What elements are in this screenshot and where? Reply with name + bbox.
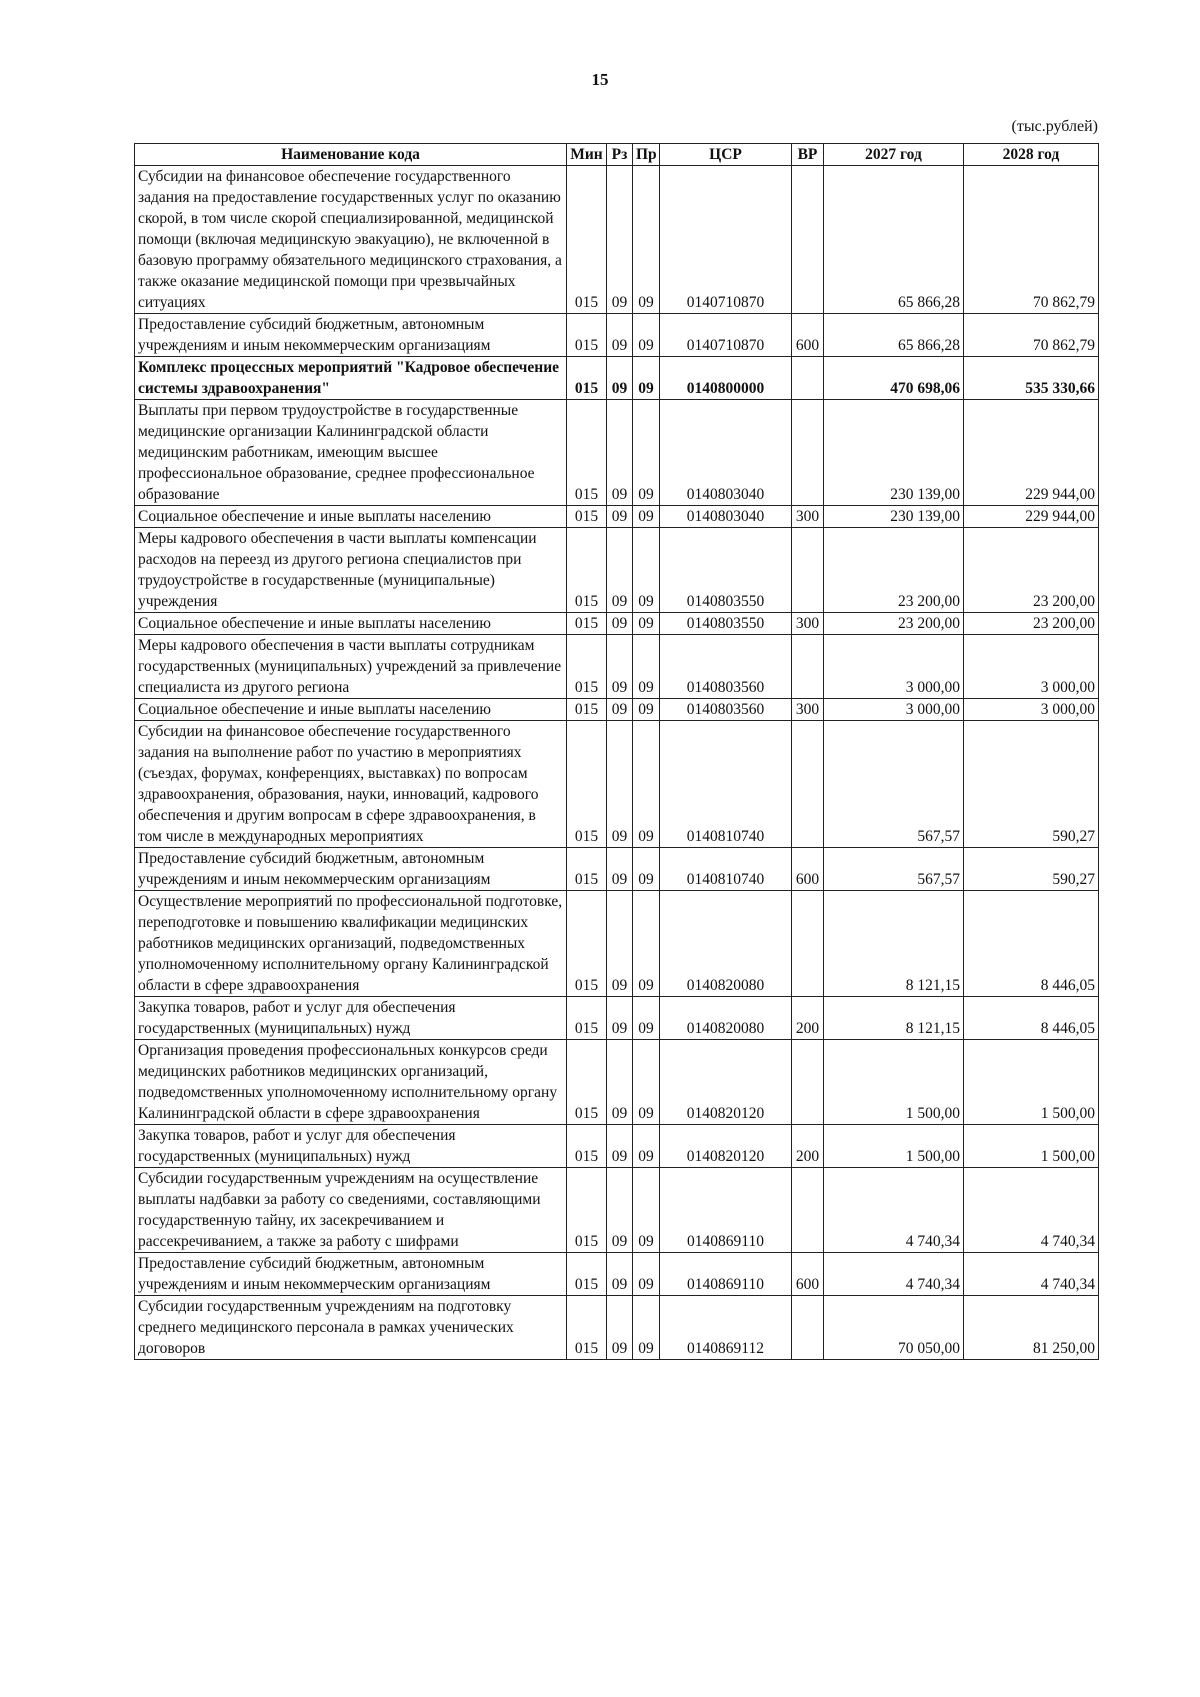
- cell-pr: 09: [633, 613, 660, 635]
- cell-2027: 3 000,00: [824, 635, 964, 699]
- cell-vr: 300: [792, 506, 824, 528]
- cell-2028: 1 500,00: [964, 1040, 1099, 1125]
- cell-min: 015: [567, 1253, 607, 1296]
- header-min: Мин: [567, 144, 607, 166]
- cell-name: Предоставление субсидий бюджетным, автономным учреждениям и иным некоммерческим организациям: [135, 314, 567, 357]
- cell-csr: 0140869110: [660, 1253, 792, 1296]
- cell-name: Социальное обеспечение и иные выплаты населению: [135, 506, 567, 528]
- cell-2028: 4 740,34: [964, 1253, 1099, 1296]
- cell-min: 015: [567, 166, 607, 314]
- table-row: [135, 613, 1099, 635]
- cell-pr: 09: [633, 506, 660, 528]
- cell-2028: 70 862,79: [964, 166, 1099, 314]
- cell-csr: 0140803550: [660, 613, 792, 635]
- cell-vr: 600: [792, 848, 824, 891]
- table-body: [135, 166, 1099, 1360]
- header-rz: Рз: [607, 144, 633, 166]
- cell-vr: [792, 1168, 824, 1253]
- cell-min: 015: [567, 528, 607, 613]
- cell-2027: 230 139,00: [824, 400, 964, 506]
- cell-csr: 0140803560: [660, 635, 792, 699]
- table-row: [135, 1296, 1099, 1360]
- table-row: [135, 166, 1099, 314]
- cell-name: Комплекс процессных мероприятий "Кадровое обеспечение системы здравоохранения": [135, 357, 567, 400]
- cell-pr: 09: [633, 635, 660, 699]
- cell-pr: 09: [633, 721, 660, 848]
- cell-csr: 0140803040: [660, 400, 792, 506]
- cell-csr: 0140810740: [660, 848, 792, 891]
- cell-vr: 200: [792, 1125, 824, 1168]
- cell-csr: 0140869110: [660, 1168, 792, 1253]
- cell-2027: 4 740,34: [824, 1253, 964, 1296]
- cell-name: Субсидии на финансовое обеспечение государственного задания на выполнение работ по участию в мероприятиях (съездах, форумах, конференциях, выставках) по вопросам здравоохранения, образования, науки, инноваций, кадрового обеспечения и другим вопросам в сфере здравоохранения, в том числе в международных мероприятиях: [135, 721, 567, 848]
- budget-table: [134, 143, 1099, 1360]
- cell-min: 015: [567, 699, 607, 721]
- cell-name: Осуществление мероприятий по профессиональной подготовке, переподготовке и повышению квалификации медицинских работников медицинских организаций, подведомственных уполномоченному исполнительному органу Калининградской области в сфере здравоохранения: [135, 891, 567, 997]
- cell-rz: 09: [607, 1040, 633, 1125]
- table-row: [135, 314, 1099, 357]
- cell-csr: 0140803550: [660, 528, 792, 613]
- cell-2027: 567,57: [824, 848, 964, 891]
- cell-name: Субсидии государственным учреждениям на осуществление выплаты надбавки за работу со сведениями, составляющими государственную тайну, их засекречиванием и рассекречиванием, а также за работу с шифрами: [135, 1168, 567, 1253]
- cell-csr: 0140803040: [660, 506, 792, 528]
- table-row: [135, 891, 1099, 997]
- cell-vr: [792, 721, 824, 848]
- table-row: [135, 357, 1099, 400]
- cell-vr: 600: [792, 1253, 824, 1296]
- table-header-row: [135, 144, 1099, 166]
- table-row: [135, 528, 1099, 613]
- cell-min: 015: [567, 997, 607, 1040]
- cell-min: 015: [567, 400, 607, 506]
- table-row: [135, 1168, 1099, 1253]
- cell-2028: 590,27: [964, 848, 1099, 891]
- cell-2027: 8 121,15: [824, 997, 964, 1040]
- cell-min: 015: [567, 506, 607, 528]
- cell-rz: 09: [607, 848, 633, 891]
- cell-vr: [792, 357, 824, 400]
- cell-rz: 09: [607, 1125, 633, 1168]
- cell-pr: 09: [633, 699, 660, 721]
- table-row: [135, 400, 1099, 506]
- cell-rz: 09: [607, 314, 633, 357]
- cell-vr: [792, 528, 824, 613]
- cell-2028: 4 740,34: [964, 1168, 1099, 1253]
- table-row: [135, 1125, 1099, 1168]
- cell-vr: [792, 1040, 824, 1125]
- cell-pr: 09: [633, 1168, 660, 1253]
- cell-pr: 09: [633, 166, 660, 314]
- cell-csr: 0140710870: [660, 166, 792, 314]
- cell-2028: 1 500,00: [964, 1125, 1099, 1168]
- cell-rz: 09: [607, 699, 633, 721]
- cell-rz: 09: [607, 166, 633, 314]
- table-row: [135, 997, 1099, 1040]
- cell-2028: 3 000,00: [964, 635, 1099, 699]
- cell-name: Меры кадрового обеспечения в части выплаты компенсации расходов на переезд из другого региона специалистов при трудоустройстве в государственные (муниципальные) учреждения: [135, 528, 567, 613]
- cell-pr: 09: [633, 1253, 660, 1296]
- cell-2027: 8 121,15: [824, 891, 964, 997]
- cell-vr: [792, 891, 824, 997]
- header-2027: 2027 год: [824, 144, 964, 166]
- table-row: [135, 699, 1099, 721]
- cell-rz: 09: [607, 1168, 633, 1253]
- cell-vr: 600: [792, 314, 824, 357]
- cell-2028: 590,27: [964, 721, 1099, 848]
- cell-rz: 09: [607, 1253, 633, 1296]
- cell-2028: 81 250,00: [964, 1296, 1099, 1360]
- table-row: [135, 1040, 1099, 1125]
- table-row: [135, 721, 1099, 848]
- cell-pr: 09: [633, 997, 660, 1040]
- cell-min: 015: [567, 1040, 607, 1125]
- cell-2027: 65 866,28: [824, 166, 964, 314]
- header-pr: Пр: [633, 144, 660, 166]
- cell-2027: 3 000,00: [824, 699, 964, 721]
- cell-2028: 229 944,00: [964, 400, 1099, 506]
- cell-pr: 09: [633, 314, 660, 357]
- cell-min: 015: [567, 314, 607, 357]
- cell-rz: 09: [607, 635, 633, 699]
- page-number: 15: [591, 70, 609, 89]
- cell-2028: 535 330,66: [964, 357, 1099, 400]
- cell-csr: 0140820080: [660, 997, 792, 1040]
- cell-vr: 300: [792, 699, 824, 721]
- cell-vr: [792, 400, 824, 506]
- table-row: [135, 1253, 1099, 1296]
- header-csr: ЦСР: [660, 144, 792, 166]
- cell-min: 015: [567, 635, 607, 699]
- cell-name: Субсидии на финансовое обеспечение государственного задания на предоставление государственных услуг по оказанию скорой, в том числе скорой специализированной, медицинской помощи (включая медицинскую эвакуацию), не включенной в базовую программу обязательного медицинского страхования, а также оказание медицинской помощи при чрезвычайных ситуациях: [135, 166, 567, 314]
- header-name: Наименование кода: [135, 144, 567, 166]
- cell-min: 015: [567, 1296, 607, 1360]
- cell-2027: 65 866,28: [824, 314, 964, 357]
- cell-vr: 300: [792, 613, 824, 635]
- cell-min: 015: [567, 613, 607, 635]
- cell-pr: 09: [633, 848, 660, 891]
- cell-pr: 09: [633, 528, 660, 613]
- cell-2027: 4 740,34: [824, 1168, 964, 1253]
- header-2028: 2028 год: [964, 144, 1099, 166]
- cell-name: Организация проведения профессиональных конкурсов среди медицинских работников медицинских организаций, подведомственных уполномоченному исполнительному органу Калининградской области в сфере здравоохранения: [135, 1040, 567, 1125]
- cell-rz: 09: [607, 613, 633, 635]
- cell-csr: 0140869112: [660, 1296, 792, 1360]
- cell-name: Социальное обеспечение и иные выплаты населению: [135, 699, 567, 721]
- cell-name: Социальное обеспечение и иные выплаты населению: [135, 613, 567, 635]
- cell-rz: 09: [607, 357, 633, 400]
- cell-name: Меры кадрового обеспечения в части выплаты сотрудникам государственных (муниципальных) учреждений за привлечение специалиста из другого региона: [135, 635, 567, 699]
- cell-vr: [792, 166, 824, 314]
- cell-name: Субсидии государственным учреждениям на подготовку среднего медицинского персонала в рамках ученических договоров: [135, 1296, 567, 1360]
- cell-2027: 1 500,00: [824, 1125, 964, 1168]
- cell-2027: 567,57: [824, 721, 964, 848]
- cell-vr: [792, 1296, 824, 1360]
- cell-pr: 09: [633, 357, 660, 400]
- cell-2027: 23 200,00: [824, 613, 964, 635]
- cell-pr: 09: [633, 1040, 660, 1125]
- cell-csr: 0140800000: [660, 357, 792, 400]
- header-vr: ВР: [792, 144, 824, 166]
- cell-vr: 200: [792, 997, 824, 1040]
- cell-2027: 1 500,00: [824, 1040, 964, 1125]
- cell-pr: 09: [633, 1296, 660, 1360]
- cell-name: Выплаты при первом трудоустройстве в государственные медицинские организации Калининградской области медицинским работникам, имеющим высшее профессиональное образование, среднее профессиональное образование: [135, 400, 567, 506]
- cell-2028: 3 000,00: [964, 699, 1099, 721]
- cell-name: Предоставление субсидий бюджетным, автономным учреждениям и иным некоммерческим организациям: [135, 848, 567, 891]
- table-row: [135, 506, 1099, 528]
- cell-min: 015: [567, 357, 607, 400]
- cell-min: 015: [567, 1168, 607, 1253]
- cell-2028: 8 446,05: [964, 891, 1099, 997]
- cell-2028: 23 200,00: [964, 613, 1099, 635]
- cell-2028: 70 862,79: [964, 314, 1099, 357]
- cell-name: Закупка товаров, работ и услуг для обеспечения государственных (муниципальных) нужд: [135, 997, 567, 1040]
- units-label: (тыс.рублей): [1011, 118, 1098, 135]
- cell-csr: 0140810740: [660, 721, 792, 848]
- cell-pr: 09: [633, 891, 660, 997]
- cell-2028: 229 944,00: [964, 506, 1099, 528]
- cell-min: 015: [567, 1125, 607, 1168]
- cell-rz: 09: [607, 891, 633, 997]
- table-row: [135, 635, 1099, 699]
- cell-csr: 0140820120: [660, 1125, 792, 1168]
- cell-name: Предоставление субсидий бюджетным, автономным учреждениям и иным некоммерческим организациям: [135, 1253, 567, 1296]
- table-row: [135, 848, 1099, 891]
- cell-2028: 8 446,05: [964, 997, 1099, 1040]
- cell-rz: 09: [607, 721, 633, 848]
- cell-2027: 70 050,00: [824, 1296, 964, 1360]
- cell-2027: 470 698,06: [824, 357, 964, 400]
- cell-rz: 09: [607, 506, 633, 528]
- cell-csr: 0140710870: [660, 314, 792, 357]
- cell-pr: 09: [633, 1125, 660, 1168]
- cell-pr: 09: [633, 400, 660, 506]
- cell-rz: 09: [607, 528, 633, 613]
- cell-min: 015: [567, 721, 607, 848]
- cell-csr: 0140803560: [660, 699, 792, 721]
- cell-csr: 0140820080: [660, 891, 792, 997]
- cell-vr: [792, 635, 824, 699]
- cell-rz: 09: [607, 997, 633, 1040]
- cell-min: 015: [567, 891, 607, 997]
- cell-2027: 23 200,00: [824, 528, 964, 613]
- cell-rz: 09: [607, 1296, 633, 1360]
- cell-name: Закупка товаров, работ и услуг для обеспечения государственных (муниципальных) нужд: [135, 1125, 567, 1168]
- cell-2027: 230 139,00: [824, 506, 964, 528]
- cell-rz: 09: [607, 400, 633, 506]
- cell-csr: 0140820120: [660, 1040, 792, 1125]
- cell-min: 015: [567, 848, 607, 891]
- cell-2028: 23 200,00: [964, 528, 1099, 613]
